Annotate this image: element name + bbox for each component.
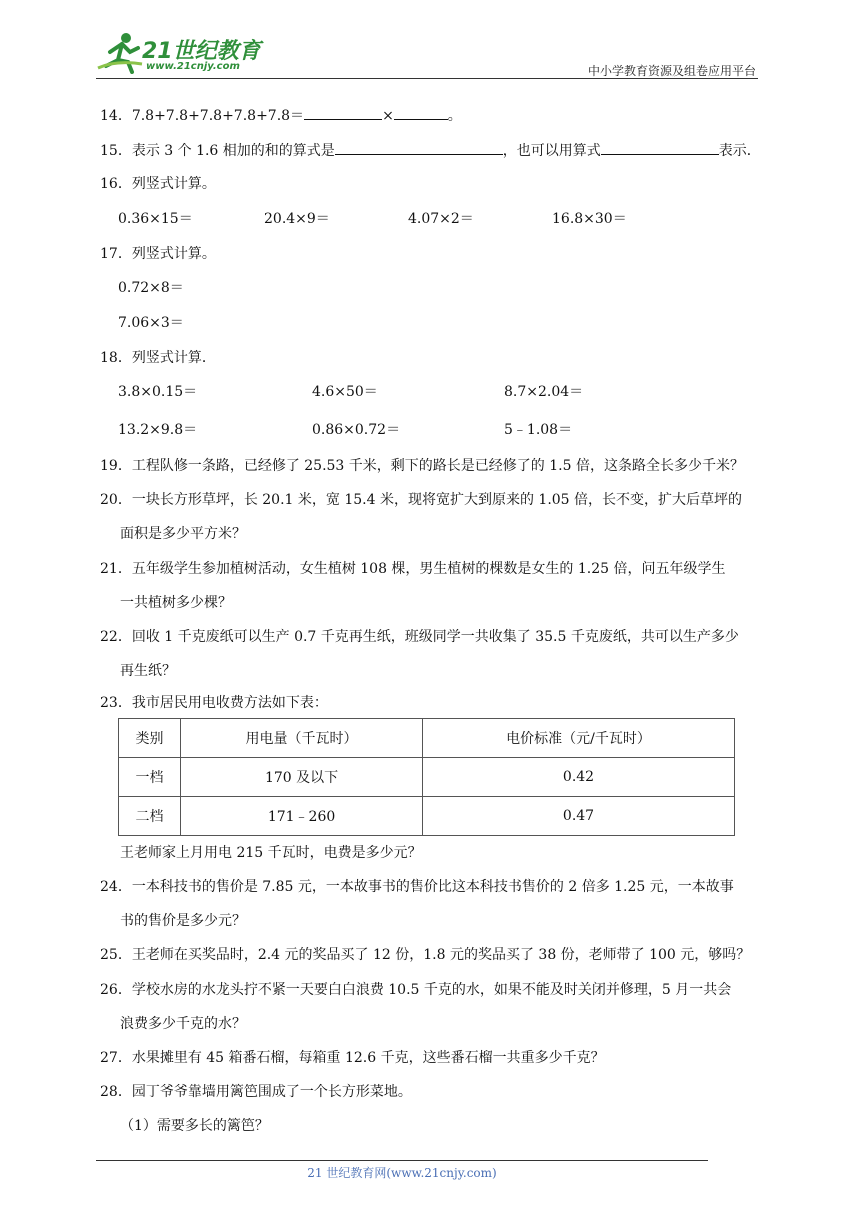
- q14-text: 14．7.8+7.8+7.8+7.8+7.8＝: [100, 108, 305, 124]
- q15-text: 15．表示 3 个 1.6 相加的和的算式是: [100, 143, 335, 159]
- q15-mid: ，也可以用算式: [502, 143, 601, 159]
- table-row: [119, 758, 735, 797]
- question-19: 19．工程队修一条路，已经修了 25.53 千米，剩下的路长是已经修了的 1.5 倍，这条路全长多少千米？: [100, 458, 744, 474]
- question-28-sub-1: （1）需要多长的篱笆？: [120, 1118, 269, 1134]
- question-18-title: 18．列竖式计算．: [100, 350, 216, 366]
- q16-item-4: 16.8×30＝: [552, 211, 627, 227]
- platform-title: 中小学教育资源及组卷应用平台: [587, 64, 756, 78]
- site-logo: [96, 30, 266, 76]
- table-cell: 170 及以下: [181, 758, 423, 797]
- question-25: 25．王老师在买奖品时，2.4 元的奖品买了 12 份，1.8 元的奖品买了 38 份，老师带了 100 元，够吗？: [100, 947, 751, 963]
- q18-item-3: 8.7×2.04＝: [504, 384, 584, 400]
- table-header-row: [119, 719, 735, 758]
- q18-item-5: 0.86×0.72＝: [312, 422, 401, 438]
- table-header-cell: 用电量（千瓦时）: [181, 719, 423, 758]
- table-cell: 二档: [119, 797, 181, 836]
- q18-item-2: 4.6×50＝: [312, 384, 378, 400]
- question-14: [100, 105, 462, 126]
- logo-url: www.21cnjy.com: [146, 61, 240, 72]
- table-header-cell: 电价标准（元/千瓦时）: [423, 719, 735, 758]
- question-15: [100, 140, 761, 161]
- q18-item-1: 3.8×0.15＝: [118, 384, 198, 400]
- question-26-line-1: 26．学校水房的水龙头拧不紧一天要白白浪费 10.5 千克的水，如果不能及时关闭并修理，5 月一共会: [100, 982, 732, 998]
- q16-item-2: 20.4×9＝: [264, 211, 330, 227]
- header-divider: [96, 78, 758, 79]
- q18-item-4: 13.2×9.8＝: [118, 422, 198, 438]
- question-22-line-2: 再生纸？: [120, 663, 176, 679]
- question-26-line-2: 浪费多少千克的水？: [120, 1016, 246, 1032]
- q16-item-3: 4.07×2＝: [408, 211, 474, 227]
- electricity-fee-table: [118, 718, 735, 836]
- q15-blank-1[interactable]: [335, 140, 503, 155]
- question-22-line-1: 22．回收 1 千克废纸可以生产 0.7 千克再生纸，班级同学一共收集了 35.5 千克废纸，共可以生产多少: [100, 629, 739, 645]
- q15-blank-2[interactable]: [601, 140, 719, 155]
- q14-blank-1[interactable]: [304, 105, 382, 120]
- question-21-line-2: 一共植树多少棵？: [120, 595, 232, 611]
- q16-item-1: 0.36×15＝: [118, 211, 193, 227]
- question-16-title: 16．列竖式计算。: [100, 176, 216, 192]
- question-20-line-2: 面积是多少平方米？: [120, 526, 246, 542]
- q18-item-6: 5﹣1.08＝: [504, 422, 573, 438]
- table-cell: 一档: [119, 758, 181, 797]
- question-24-line-1: 24．一本科技书的售价是 7.85 元，一本故事书的售价比这本科技书售价的 2 倍多 1.25 元，一本故事: [100, 879, 734, 895]
- question-28-title: 28．园丁爷爷靠墙用篱笆围成了一个长方形菜地。: [100, 1084, 412, 1100]
- question-20-line-1: 20．一块长方形草坪，长 20.1 米，宽 15.4 米，现将宽扩大到原来的 1.05 倍，长不变，扩大后草坪的: [100, 492, 743, 508]
- question-21-line-1: 21．五年级学生参加植树活动，女生植树 108 棵，男生植树的棵数是女生的 1.25 倍，问五年级学生: [100, 561, 726, 577]
- table-cell: 0.42: [423, 758, 735, 797]
- question-24-line-2: 书的售价是多少元？: [120, 913, 246, 929]
- table-header-cell: 类别: [119, 719, 181, 758]
- table-cell: 171﹣260: [181, 797, 423, 836]
- table-row: [119, 797, 735, 836]
- question-23-title: 23．我市居民用电收费方法如下表：: [100, 695, 328, 711]
- logo-text: 21世纪教育: [142, 39, 261, 64]
- question-27: 27．水果摊里有 45 箱番石榴，每箱重 12.6 千克，这些番石榴一共重多少千克？: [100, 1050, 605, 1066]
- q17-item-1: 0.72×8＝: [118, 280, 184, 296]
- q15-end: 表示．: [718, 143, 761, 159]
- question-23-after: 王老师家上月用电 215 千瓦时，电费是多少元？: [120, 845, 422, 861]
- q14-times: ×: [382, 108, 394, 124]
- page-footer: 21 世纪教育网(www.21cnjy.com): [307, 1166, 497, 1180]
- q17-item-2: 7.06×3＝: [118, 315, 184, 331]
- question-17-title: 17．列竖式计算。: [100, 246, 216, 262]
- table-cell: 0.47: [423, 797, 735, 836]
- q14-blank-2[interactable]: [394, 105, 448, 120]
- page-header: [96, 30, 756, 80]
- runner-icon: [96, 30, 144, 74]
- footer-divider: [96, 1160, 708, 1161]
- q14-end: 。: [447, 108, 462, 124]
